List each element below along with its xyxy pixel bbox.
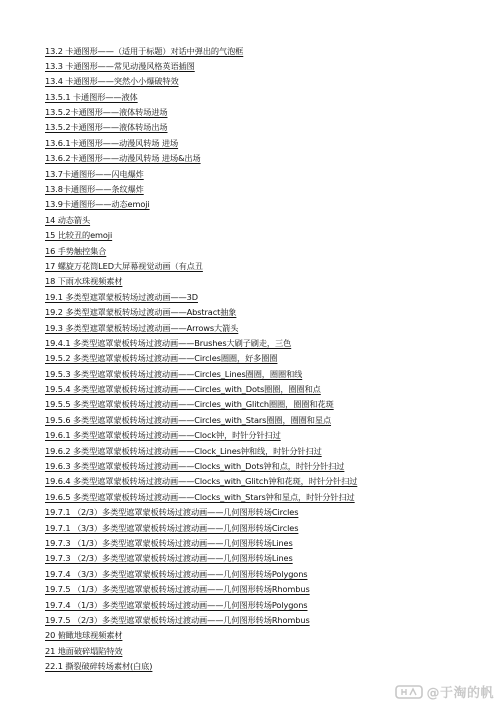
toc-link[interactable]: 15 比较丑的emoji <box>45 230 113 241</box>
toc-link[interactable]: 19.5.4 多类型遮罩蒙板转场过渡动画——Circles_with_Dots圈圈，圈圈和点 <box>45 384 321 395</box>
toc-link[interactable]: 13.8卡通图形——条纹爆炸 <box>45 184 144 195</box>
toc-link[interactable]: 18 下雨水珠视频素材 <box>45 276 123 287</box>
toc-link[interactable]: 19.7.3 （1/3）多类型遮罩蒙板转场过渡动画——几何图形转场Lines <box>45 538 293 548</box>
toc-link[interactable]: 13.3 卡通图形——常见动漫风格英语插图 <box>45 60 195 71</box>
watermark <box>395 682 494 701</box>
toc-link[interactable]: 16 手势触控集合 <box>45 245 107 256</box>
toc-link[interactable]: 19.5.6 多类型遮罩蒙板转场过渡动画——Circles_with_Stars圈圈，圈圈和星点 <box>45 414 332 425</box>
toc-link[interactable]: 19.5.5 多类型遮罩蒙板转场过渡动画——Circles_with_Glitch圈圈，圈圈和花斑 <box>45 399 334 410</box>
page-top-margin <box>0 0 500 40</box>
toc-link[interactable]: 19.7.1 （3/3）多类型遮罩蒙板转场过渡动画——几何图形转场Circles <box>45 522 299 533</box>
table-of-contents <box>45 44 485 675</box>
toc-link[interactable]: 13.2 卡通图形——（适用于标题）对话中弹出的气泡框 <box>45 45 244 56</box>
toc-link[interactable]: 20 俯瞰地球视频素材 <box>45 630 123 641</box>
toc-link[interactable]: 19.7.5 （2/3）多类型遮罩蒙板转场过渡动画——几何图形转场Rhombus <box>45 614 310 625</box>
toc-link[interactable]: 13.4 卡通图形——突然小小爆破特效 <box>45 76 179 87</box>
toc-link[interactable]: 14 动态箭头 <box>45 214 91 225</box>
toc-link[interactable]: 13.5.2卡通图形——液体转场进场 <box>45 107 168 118</box>
toc-link[interactable]: 19.7.3 （2/3）多类型遮罩蒙板转场过渡动画——几何图形转场Lines <box>45 553 293 564</box>
toc-link[interactable]: 19.6.4 多类型遮罩蒙板转场过渡动画——Clocks_with_Glitch钟和花斑，时针分针扫过 <box>45 476 358 487</box>
toc-link[interactable]: 19.2 多类型遮罩蒙板转场过渡动画——Abstract抽象 <box>45 307 237 318</box>
toc-link[interactable]: 19.7.4 （1/3）多类型遮罩蒙板转场过渡动画——几何图形转场Polygons <box>45 599 308 610</box>
toc-link[interactable]: 19.6.2 多类型遮罩蒙板转场过渡动画——Clock_Lines钟和线，时针分针扫过 <box>45 445 322 456</box>
toc-link[interactable]: 13.5.1 卡通图形——液体 <box>45 91 138 102</box>
watermark-text: @于淘的帆 <box>426 686 494 701</box>
toc-link[interactable]: 19.7.5 （1/3）多类型遮罩蒙板转场过渡动画——几何图形转场Rhombus <box>45 584 310 595</box>
toc-link[interactable]: 19.1 多类型遮罩蒙板转场过渡动画——3D <box>45 291 198 302</box>
toc-link[interactable]: 17 螺旋万花筒LED大屏幕视觉动画（有点丑 <box>45 260 203 271</box>
toc-link[interactable]: 19.6.5 多类型遮罩蒙板转场过渡动画——Clocks_with_Stars钟和星点，时针分针扫过 <box>45 491 355 502</box>
toc-link[interactable]: 22.1 撕裂破碎转场素材(白底) <box>45 661 153 672</box>
toc-link[interactable]: 19.3 多类型遮罩蒙板转场过渡动画——Arrows大箭头 <box>45 322 239 333</box>
toc-link[interactable]: 19.5.2 多类型遮罩蒙板转场过渡动画——Circles圈圈，好多圈圈 <box>45 353 278 364</box>
toc-link[interactable]: 13.6.2卡通图形——动漫风转场 进场&出场 <box>45 153 201 164</box>
toc-link[interactable]: 19.6.1 多类型遮罩蒙板转场过渡动画——Clock钟，时针分针扫过 <box>45 430 281 441</box>
toc-link[interactable]: 19.4.1 多类型遮罩蒙板转场过渡动画——Brushes大刷子刷走，三色 <box>45 337 292 348</box>
toc-link[interactable]: 13.5.2卡通图形——液体转场出场 <box>45 122 168 133</box>
toc-link[interactable]: 21 地面破碎塌陷特效 <box>45 645 123 656</box>
toc-link[interactable]: 13.6.1卡通图形——动漫风转场 进场 <box>45 137 179 148</box>
platform-logo-icon <box>395 684 423 700</box>
toc-link[interactable]: 13.7卡通图形——闪电爆炸 <box>45 168 144 179</box>
toc-link[interactable]: 19.7.4 （3/3）多类型遮罩蒙板转场过渡动画——几何图形转场Polygons <box>45 568 308 579</box>
toc-link[interactable]: 13.9卡通图形——动态emoji <box>45 199 150 210</box>
toc-link[interactable]: 19.7.1 （2/3）多类型遮罩蒙板转场过渡动画——几何图形转场Circles <box>45 507 299 518</box>
toc-link[interactable]: 19.5.3 多类型遮罩蒙板转场过渡动画——Circles_Lines圈圈，圈圈和线 <box>45 368 303 379</box>
toc-link[interactable]: 19.6.3 多类型遮罩蒙板转场过渡动画——Clocks_with_Dots钟和点，时针分针扫过 <box>45 461 345 472</box>
